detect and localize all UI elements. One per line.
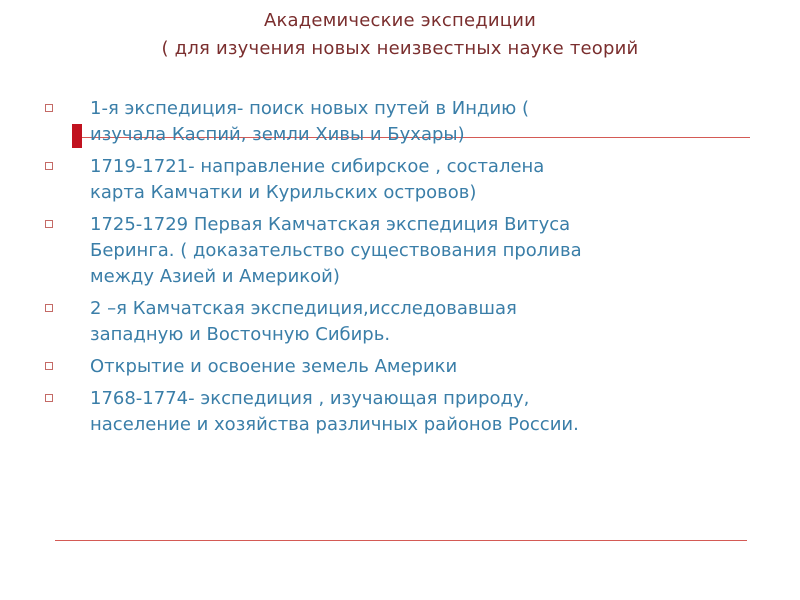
square-bullet-icon bbox=[45, 304, 53, 312]
bottom-divider-line bbox=[55, 540, 747, 541]
square-bullet-icon bbox=[45, 162, 53, 170]
list-item bbox=[40, 212, 740, 290]
list-item-line: западную и Восточную Сибирь. bbox=[90, 324, 391, 345]
list-item-line: 1725-1729 Первая Камчатская экспедиция Витуса bbox=[90, 214, 571, 235]
square-bullet-icon bbox=[45, 104, 53, 112]
list-item bbox=[40, 96, 740, 148]
list-item-line: изучала Каспий, земли Хивы и Бухары) bbox=[90, 124, 465, 145]
list-item bbox=[40, 296, 740, 348]
accent-bar bbox=[72, 124, 82, 148]
slide-title-line-2: ( для изучения новых неизвестных науке теорий bbox=[161, 38, 639, 59]
list-item-line: 1768-1774- экспедиция , изучающая природу, bbox=[90, 388, 530, 409]
square-bullet-icon bbox=[45, 362, 53, 370]
list-item bbox=[40, 354, 740, 380]
list-item-line: Открытие и освоение земель Америки bbox=[90, 356, 458, 377]
list-item-line: Беринга. ( доказательство существования пролива bbox=[90, 240, 582, 261]
list-item bbox=[40, 386, 740, 438]
square-bullet-icon bbox=[45, 220, 53, 228]
slide-title-line-1: Академические экспедиции bbox=[263, 10, 537, 31]
list-item-line: население и хозяйства различных районов России. bbox=[90, 414, 579, 435]
square-bullet-icon bbox=[45, 394, 53, 402]
list-item bbox=[40, 154, 740, 206]
list-item-line: карта Камчатки и Курильских островов) bbox=[90, 182, 477, 203]
list-item-line: 1-я экспедиция- поиск новых путей в Индию ( bbox=[90, 98, 530, 119]
list-item-line: 2 –я Камчатская экспедиция,исследовавшая bbox=[90, 298, 517, 319]
list-item-line: между Азией и Америкой) bbox=[90, 266, 340, 287]
expedition-list bbox=[40, 96, 740, 444]
list-item-line: 1719-1721- направление сибирское , состалена bbox=[90, 156, 545, 177]
